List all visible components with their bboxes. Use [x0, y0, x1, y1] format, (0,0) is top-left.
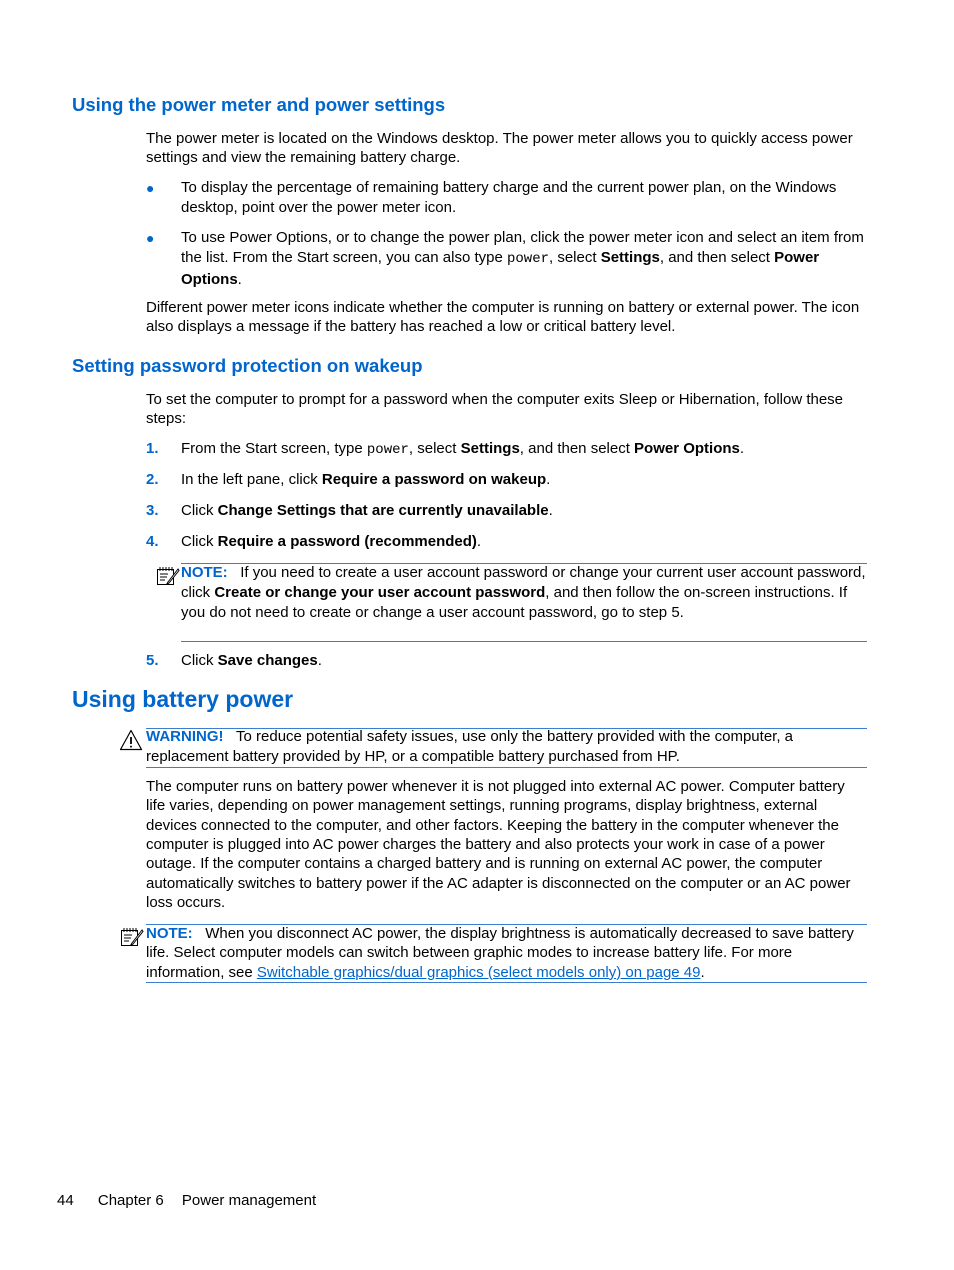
step-5: Click Save changes.: [181, 652, 322, 669]
step-3: Click Change Settings that are currently unavailable.: [181, 502, 553, 519]
switchable-graphics-link[interactable]: Switchable graphics/dual graphics (select models only) on page 49: [256, 963, 701, 981]
step-number: 3.: [146, 502, 159, 519]
code-power: power: [366, 442, 409, 458]
note-ac-power: NOTE: When you disconnect AC power, the display brightness is automatically decreased to save battery life. Select computer models can switch between graphic modes to increase battery life. For more information, see Switchable graphics/dual graphics (select models only) on page 49.: [146, 925, 854, 981]
step-number: 4.: [146, 533, 159, 550]
note-label: NOTE:: [181, 564, 228, 581]
warning-bottom-rule: [146, 767, 867, 768]
step-2: In the left pane, click Require a password on wakeup.: [181, 471, 551, 488]
section-heading-power-meter: Using the power meter and power settings: [72, 94, 446, 115]
bullet-item-percentage: To display the percentage of remaining battery charge and the current power plan, on the Windows desktop, point over the power meter icon.: [181, 179, 837, 216]
note-label: NOTE:: [146, 925, 193, 942]
bullet-icon: ●: [146, 180, 155, 196]
bullet-item-power-options: To use Power Options, or to change the power plan, click the power meter icon and select an item from the list. From the Start screen, you can also type power, select Settings, and then select Power Options.: [181, 229, 864, 288]
warning-battery: WARNING! To reduce potential safety issues, use only the battery provided with the computer, a replacement battery provided by HP, or a compatible battery purchased from HP.: [146, 728, 794, 765]
note-icon: [120, 927, 144, 947]
chapter-number: Chapter 6: [97, 1192, 164, 1209]
step-number: 5.: [146, 652, 159, 669]
note-bottom-rule: [146, 982, 867, 983]
power-meter-outro: Different power meter icons indicate whether the computer is running on battery or external power. The icon also displays a message if the battery has reached a low or critical battery level.: [146, 299, 860, 336]
code-power: power: [506, 250, 549, 267]
page-footer: [57, 1192, 316, 1209]
bullet-icon: ●: [146, 230, 155, 246]
step-number: 2.: [146, 471, 159, 488]
battery-body: The computer runs on battery power whenever it is not plugged into external AC power. Computer battery life varies, depending on power management settings, running programs, display brightness, external devices connected to the computer, and other factors. Keeping the battery in the computer whenever the computer is plugged into AC power charges the battery and also protects your work in case of a power outage. If the computer contains a charged battery and is running on external AC power, the computer automatically switches to battery power if the AC adapter is disconnected on the computer or an AC power loss occurs.: [146, 778, 851, 912]
section-heading-password-wakeup: Setting password protection on wakeup: [72, 355, 423, 376]
power-meter-intro: The power meter is located on the Windows desktop. The power meter allows you to quickly access power settings and view the remaining battery charge.: [146, 130, 853, 167]
step-4: Click Require a password (recommended).: [181, 533, 482, 550]
password-intro: To set the computer to prompt for a password when the computer exits Sleep or Hibernation, follow these steps:: [146, 391, 844, 428]
note-bottom-rule: [181, 641, 867, 642]
step-1: From the Start screen, type power, select Settings, and then select Power Options.: [181, 440, 745, 458]
note-password: NOTE: If you need to create a user account password or change your current user account password, click Create or change your user account password, and then follow the on-screen instructions. If you do not need to create or change a user account password, go to step 5.: [181, 564, 866, 621]
warning-label: WARNING!: [146, 728, 224, 745]
section-heading-battery-power: Using battery power: [72, 686, 294, 712]
warning-icon: [119, 729, 143, 751]
chapter-title: Power management: [181, 1192, 317, 1209]
note-icon: [156, 566, 180, 586]
page-number: 44: [57, 1192, 74, 1209]
step-number: 1.: [146, 440, 159, 457]
